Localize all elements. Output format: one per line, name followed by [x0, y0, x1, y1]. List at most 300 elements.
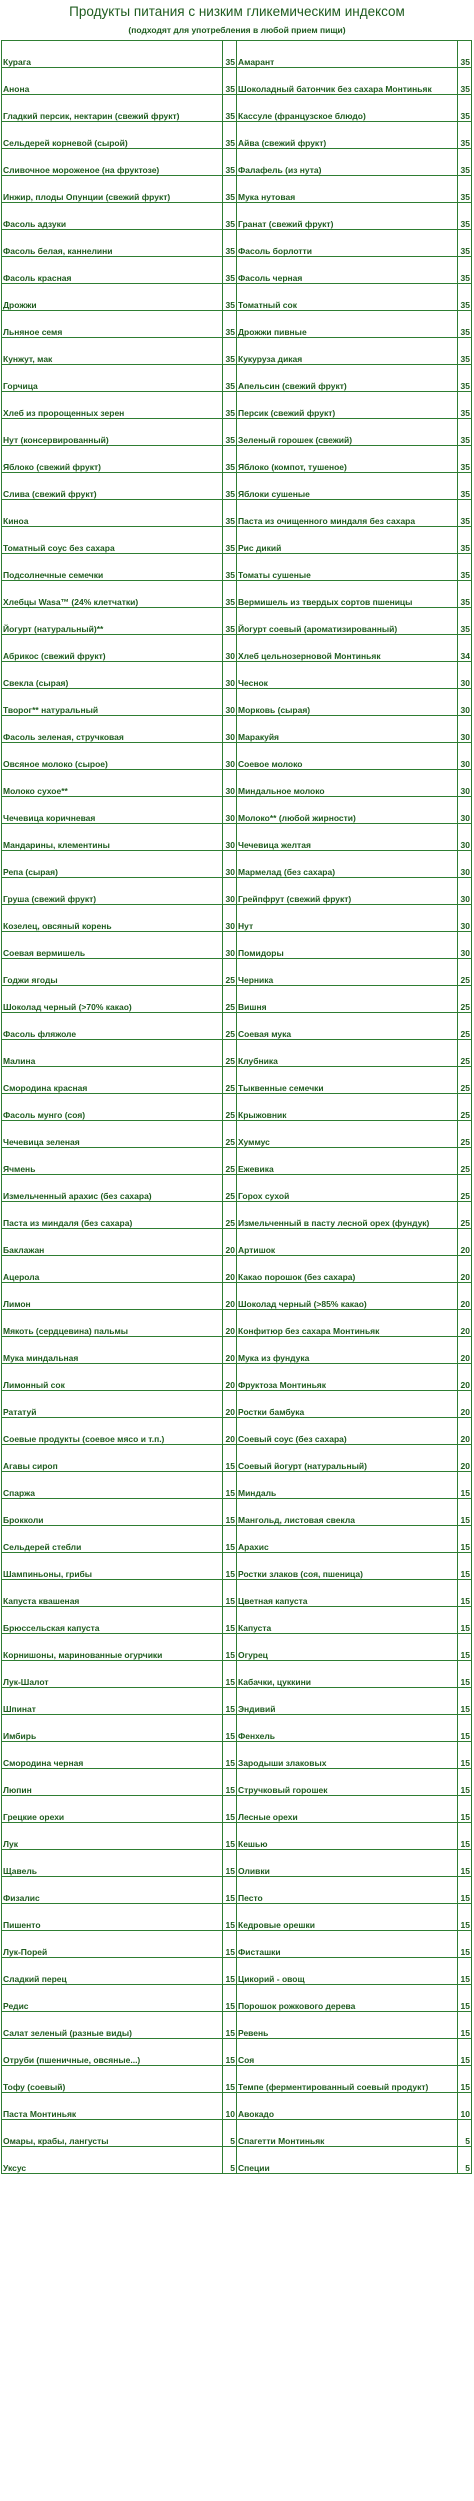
- gi-value-left: 15: [223, 1904, 237, 1931]
- product-name-left: Дрожжи: [2, 284, 223, 311]
- table-row: [2, 41, 472, 68]
- gi-value-right: 20: [458, 1445, 472, 1472]
- gi-value-left: 35: [223, 95, 237, 122]
- product-name-right: Шоколадный батончик без сахара Монтиньяк: [237, 68, 458, 95]
- gi-value-left: 35: [223, 149, 237, 176]
- table-row: [2, 1121, 472, 1148]
- table-row: [2, 284, 472, 311]
- product-name-right: Какао порошок (без сахара): [237, 1256, 458, 1283]
- product-name-left: Фасоль белая, каннелини: [2, 230, 223, 257]
- product-name-right: Рис дикий: [237, 527, 458, 554]
- product-name-left: Лимон: [2, 1283, 223, 1310]
- gi-value-right: 35: [458, 122, 472, 149]
- gi-value-left: 25: [223, 1148, 237, 1175]
- gi-value-right: 10: [458, 2093, 472, 2120]
- table-row: [2, 419, 472, 446]
- gi-value-right: 35: [458, 68, 472, 95]
- table-row: [2, 1796, 472, 1823]
- gi-value-left: 20: [223, 1283, 237, 1310]
- gi-value-right: 15: [458, 1688, 472, 1715]
- product-name-right: Фисташки: [237, 1931, 458, 1958]
- table-row: [2, 554, 472, 581]
- table-row: [2, 1931, 472, 1958]
- product-name-right: Измельченный в пасту лесной орех (фундук): [237, 1202, 458, 1229]
- product-name-left: Гладкий персик, нектарин (свежий фрукт): [2, 95, 223, 122]
- product-name-right: Шоколад черный (>85% какао): [237, 1283, 458, 1310]
- product-name-right: Авокадо: [237, 2093, 458, 2120]
- gi-value-left: 35: [223, 203, 237, 230]
- gi-value-right: 35: [458, 554, 472, 581]
- table-row: [2, 1148, 472, 1175]
- product-name-left: Абрикос (свежий фрукт): [2, 635, 223, 662]
- gi-value-left: 30: [223, 905, 237, 932]
- table-row: [2, 878, 472, 905]
- product-name-right: Мука из фундука: [237, 1337, 458, 1364]
- product-name-left: Льняное семя: [2, 311, 223, 338]
- product-name-right: Ревень: [237, 2012, 458, 2039]
- product-name-left: Паста из миндаля (без сахара): [2, 1202, 223, 1229]
- table-row: [2, 1418, 472, 1445]
- product-name-left: Годжи ягоды: [2, 959, 223, 986]
- gi-value-right: 20: [458, 1364, 472, 1391]
- gi-value-left: 5: [223, 2120, 237, 2147]
- gi-value-left: 15: [223, 1823, 237, 1850]
- gi-value-left: 30: [223, 770, 237, 797]
- gi-value-left: 25: [223, 1202, 237, 1229]
- product-name-left: Овсяное молоко (сырое): [2, 743, 223, 770]
- product-name-right: Спагетти Монтиньяк: [237, 2120, 458, 2147]
- table-row: [2, 500, 472, 527]
- gi-value-right: 15: [458, 1958, 472, 1985]
- gi-value-right: 20: [458, 1391, 472, 1418]
- table-row: [2, 1472, 472, 1499]
- gi-value-left: 25: [223, 1121, 237, 1148]
- product-name-left: Анона: [2, 68, 223, 95]
- gi-value-left: 15: [223, 1580, 237, 1607]
- product-name-left: Фасоль мунго (соя): [2, 1094, 223, 1121]
- gi-value-left: 15: [223, 1931, 237, 1958]
- product-name-left: Корнишоны, маринованные огурчики: [2, 1634, 223, 1661]
- table-row: [2, 1094, 472, 1121]
- product-name-left: Мякоть (сердцевина) пальмы: [2, 1310, 223, 1337]
- gi-value-left: 30: [223, 824, 237, 851]
- gi-value-left: 35: [223, 230, 237, 257]
- product-name-left: Омары, крабы, лангусты: [2, 2120, 223, 2147]
- gi-value-right: 35: [458, 419, 472, 446]
- gi-value-left: 35: [223, 446, 237, 473]
- gi-value-right: 15: [458, 1796, 472, 1823]
- product-name-right: Помидоры: [237, 932, 458, 959]
- gi-value-left: 35: [223, 257, 237, 284]
- table-row: [2, 1607, 472, 1634]
- product-name-left: Сливочное мороженое (на фруктозе): [2, 149, 223, 176]
- product-name-left: Ацерола: [2, 1256, 223, 1283]
- table-row: [2, 1742, 472, 1769]
- table-row: [2, 1445, 472, 1472]
- gi-value-left: 25: [223, 1175, 237, 1202]
- table-row: [2, 365, 472, 392]
- gi-value-left: 25: [223, 959, 237, 986]
- gi-value-right: 35: [458, 176, 472, 203]
- table-row: [2, 1391, 472, 1418]
- gi-value-right: 15: [458, 2012, 472, 2039]
- table-row: [2, 1580, 472, 1607]
- product-name-right: Артишок: [237, 1229, 458, 1256]
- product-name-left: Имбирь: [2, 1715, 223, 1742]
- product-name-right: Нут: [237, 905, 458, 932]
- gi-value-right: 35: [458, 527, 472, 554]
- product-name-left: Чечевица коричневая: [2, 797, 223, 824]
- table-row: [2, 635, 472, 662]
- table-row: [2, 689, 472, 716]
- gi-value-right: 35: [458, 581, 472, 608]
- product-name-right: Морковь (сырая): [237, 689, 458, 716]
- product-name-left: Шампиньоны, грибы: [2, 1553, 223, 1580]
- gi-value-left: 35: [223, 608, 237, 635]
- table-row: [2, 1958, 472, 1985]
- gi-table: [1, 40, 472, 2174]
- product-name-right: Яблоки сушеные: [237, 473, 458, 500]
- table-row: [2, 257, 472, 284]
- product-name-left: Агавы сироп: [2, 1445, 223, 1472]
- gi-value-right: 35: [458, 203, 472, 230]
- gi-value-left: 20: [223, 1418, 237, 1445]
- gi-value-right: 25: [458, 1148, 472, 1175]
- table-row: [2, 1634, 472, 1661]
- table-row: [2, 176, 472, 203]
- gi-value-left: 20: [223, 1256, 237, 1283]
- product-name-left: Шпинат: [2, 1688, 223, 1715]
- product-name-right: Фасоль борлотти: [237, 230, 458, 257]
- gi-value-right: 30: [458, 689, 472, 716]
- product-name-left: Чечевица зеленая: [2, 1121, 223, 1148]
- product-name-right: Порошок рожкового дерева: [237, 1985, 458, 2012]
- gi-value-left: 35: [223, 419, 237, 446]
- product-name-left: Смородина красная: [2, 1067, 223, 1094]
- gi-value-right: 25: [458, 1175, 472, 1202]
- product-name-right: Соевый соус (без сахара): [237, 1418, 458, 1445]
- product-name-right: Молоко** (любой жирности): [237, 797, 458, 824]
- table-row: [2, 95, 472, 122]
- product-name-right: Хлеб цельнозерновой Монтиньяк: [237, 635, 458, 662]
- gi-value-right: 35: [458, 392, 472, 419]
- product-name-right: Соевое молоко: [237, 743, 458, 770]
- gi-value-left: 30: [223, 797, 237, 824]
- product-name-left: Свекла (сырая): [2, 662, 223, 689]
- gi-value-right: 15: [458, 1661, 472, 1688]
- product-name-left: Молоко сухое**: [2, 770, 223, 797]
- product-name-right: Томаты сушеные: [237, 554, 458, 581]
- gi-value-right: 15: [458, 1931, 472, 1958]
- gi-value-left: 35: [223, 473, 237, 500]
- product-name-right: Миндаль: [237, 1472, 458, 1499]
- gi-value-right: 20: [458, 1283, 472, 1310]
- product-name-left: Шоколад черный (>70% какао): [2, 986, 223, 1013]
- table-row: [2, 149, 472, 176]
- product-name-left: Ячмень: [2, 1148, 223, 1175]
- gi-value-right: 15: [458, 1877, 472, 1904]
- page-subtitle: (подходят для употребления в любой прием пищи): [128, 25, 346, 35]
- product-name-right: Фалафель (из нута): [237, 149, 458, 176]
- table-row: [2, 1013, 472, 1040]
- product-name-left: Брокколи: [2, 1499, 223, 1526]
- gi-value-right: 35: [458, 41, 472, 68]
- table-row: [2, 986, 472, 1013]
- gi-value-right: 35: [458, 500, 472, 527]
- table-row: [2, 1364, 472, 1391]
- product-name-left: Соевая вермишель: [2, 932, 223, 959]
- gi-value-left: 15: [223, 1769, 237, 1796]
- product-name-right: Гранат (свежий фрукт): [237, 203, 458, 230]
- table-row: [2, 122, 472, 149]
- table-row: [2, 1985, 472, 2012]
- product-name-left: Баклажан: [2, 1229, 223, 1256]
- gi-value-left: 15: [223, 1985, 237, 2012]
- table-row: [2, 2012, 472, 2039]
- product-name-right: Персик (свежий фрукт): [237, 392, 458, 419]
- gi-value-left: 35: [223, 284, 237, 311]
- gi-value-right: 25: [458, 986, 472, 1013]
- gi-value-left: 35: [223, 68, 237, 95]
- gi-value-left: 15: [223, 1850, 237, 1877]
- gi-value-right: 30: [458, 878, 472, 905]
- product-name-left: Лук-Порей: [2, 1931, 223, 1958]
- product-name-right: Кассуле (французское блюдо): [237, 95, 458, 122]
- gi-value-right: 35: [458, 95, 472, 122]
- product-name-left: Паста Монтиньяк: [2, 2093, 223, 2120]
- gi-value-right: 35: [458, 446, 472, 473]
- gi-value-right: 5: [458, 2120, 472, 2147]
- gi-value-left: 30: [223, 716, 237, 743]
- product-name-right: Ежевика: [237, 1148, 458, 1175]
- table-row: [2, 770, 472, 797]
- table-row: [2, 2093, 472, 2120]
- product-name-right: Мангольд, листовая свекла: [237, 1499, 458, 1526]
- gi-value-right: 35: [458, 284, 472, 311]
- product-name-right: Дрожжи пивные: [237, 311, 458, 338]
- product-name-left: Груша (свежий фрукт): [2, 878, 223, 905]
- gi-value-right: 25: [458, 959, 472, 986]
- gi-value-left: 15: [223, 1472, 237, 1499]
- gi-value-right: 20: [458, 1256, 472, 1283]
- gi-value-right: 30: [458, 743, 472, 770]
- gi-value-left: 15: [223, 1742, 237, 1769]
- gi-value-left: 15: [223, 1688, 237, 1715]
- gi-value-left: 35: [223, 392, 237, 419]
- product-name-right: Вермишель из твердых сортов пшеницы: [237, 581, 458, 608]
- product-name-right: Эндивий: [237, 1688, 458, 1715]
- product-name-right: Кукуруза дикая: [237, 338, 458, 365]
- gi-value-right: 15: [458, 2066, 472, 2093]
- product-name-left: Рататуй: [2, 1391, 223, 1418]
- table-row: [2, 1823, 472, 1850]
- product-name-right: Зеленый горошек (свежий): [237, 419, 458, 446]
- gi-value-left: 35: [223, 338, 237, 365]
- product-name-left: Капуста квашеная: [2, 1580, 223, 1607]
- gi-value-right: 35: [458, 608, 472, 635]
- gi-value-right: 15: [458, 1715, 472, 1742]
- gi-value-right: 25: [458, 1121, 472, 1148]
- product-name-right: Клубника: [237, 1040, 458, 1067]
- gi-value-right: 15: [458, 1823, 472, 1850]
- gi-value-left: 35: [223, 581, 237, 608]
- table-row: [2, 2039, 472, 2066]
- gi-value-left: 15: [223, 1661, 237, 1688]
- table-row: [2, 2066, 472, 2093]
- gi-value-left: 15: [223, 1526, 237, 1553]
- product-name-right: Ростки злаков (соя, пшеница): [237, 1553, 458, 1580]
- table-row: [2, 1553, 472, 1580]
- gi-value-left: 25: [223, 986, 237, 1013]
- product-name-left: Кунжут, мак: [2, 338, 223, 365]
- table-row: [2, 851, 472, 878]
- product-name-right: Черника: [237, 959, 458, 986]
- product-name-right: Лесные орехи: [237, 1796, 458, 1823]
- gi-value-right: 30: [458, 905, 472, 932]
- product-name-right: Миндальное молоко: [237, 770, 458, 797]
- product-name-left: Сельдерей стебли: [2, 1526, 223, 1553]
- product-name-left: Мука миндальная: [2, 1337, 223, 1364]
- product-name-left: Щавель: [2, 1850, 223, 1877]
- product-name-right: Чечевица желтая: [237, 824, 458, 851]
- product-name-right: Зародыши злаковых: [237, 1742, 458, 1769]
- table-row: [2, 2120, 472, 2147]
- gi-value-left: 15: [223, 2012, 237, 2039]
- table-row: [2, 1337, 472, 1364]
- table-row: [2, 1229, 472, 1256]
- gi-value-right: 30: [458, 851, 472, 878]
- product-name-left: Творог** натуральный: [2, 689, 223, 716]
- table-row: [2, 959, 472, 986]
- product-name-left: Уксус: [2, 2147, 223, 2174]
- gi-value-right: 15: [458, 1499, 472, 1526]
- gi-value-left: 15: [223, 2066, 237, 2093]
- gi-value-left: 35: [223, 41, 237, 68]
- table-row: [2, 203, 472, 230]
- gi-value-right: 25: [458, 1040, 472, 1067]
- gi-value-left: 25: [223, 1094, 237, 1121]
- product-name-right: Маракуйя: [237, 716, 458, 743]
- gi-value-left: 15: [223, 1499, 237, 1526]
- table-row: [2, 1769, 472, 1796]
- gi-value-left: 15: [223, 1553, 237, 1580]
- product-name-left: Соевые продукты (соевое мясо и т.п.): [2, 1418, 223, 1445]
- gi-value-left: 10: [223, 2093, 237, 2120]
- product-name-left: Брюссельская капуста: [2, 1607, 223, 1634]
- gi-value-left: 15: [223, 2039, 237, 2066]
- product-name-left: Подсолнечные семечки: [2, 554, 223, 581]
- gi-value-left: 20: [223, 1310, 237, 1337]
- product-name-left: Тофу (соевый): [2, 2066, 223, 2093]
- product-name-left: Йогурт (натуральный)**: [2, 608, 223, 635]
- product-name-left: Пишенто: [2, 1904, 223, 1931]
- product-name-left: Салат зеленый (разные виды): [2, 2012, 223, 2039]
- gi-value-left: 15: [223, 1607, 237, 1634]
- table-row: [2, 1067, 472, 1094]
- product-name-left: Киноа: [2, 500, 223, 527]
- gi-value-left: 35: [223, 365, 237, 392]
- product-name-left: Козелец, овсяный корень: [2, 905, 223, 932]
- table-row: [2, 797, 472, 824]
- product-name-left: Лук: [2, 1823, 223, 1850]
- table-row: [2, 1688, 472, 1715]
- table-row: [2, 581, 472, 608]
- product-name-right: Арахис: [237, 1526, 458, 1553]
- gi-value-right: 20: [458, 1337, 472, 1364]
- table-row: [2, 392, 472, 419]
- product-name-right: Капуста: [237, 1607, 458, 1634]
- gi-value-left: 15: [223, 1877, 237, 1904]
- table-row: [2, 1499, 472, 1526]
- gi-value-left: 30: [223, 932, 237, 959]
- product-name-right: Амарант: [237, 41, 458, 68]
- table-row: [2, 446, 472, 473]
- product-name-left: Томатный соус без сахара: [2, 527, 223, 554]
- table-row: [2, 2147, 472, 2174]
- gi-value-right: 15: [458, 1607, 472, 1634]
- product-name-right: Паста из очищенного миндаля без сахара: [237, 500, 458, 527]
- product-name-left: Курага: [2, 41, 223, 68]
- table-row: [2, 68, 472, 95]
- product-name-right: Горох сухой: [237, 1175, 458, 1202]
- table-row: [2, 230, 472, 257]
- gi-value-right: 15: [458, 1985, 472, 2012]
- product-name-left: Фасоль красная: [2, 257, 223, 284]
- product-name-right: Томатный сок: [237, 284, 458, 311]
- gi-value-right: 15: [458, 1580, 472, 1607]
- table-row: [2, 1283, 472, 1310]
- gi-value-right: 30: [458, 662, 472, 689]
- gi-value-right: 30: [458, 932, 472, 959]
- product-name-left: Смородина черная: [2, 1742, 223, 1769]
- gi-value-right: 35: [458, 149, 472, 176]
- product-name-right: Тыквенные семечки: [237, 1067, 458, 1094]
- gi-value-right: 15: [458, 2039, 472, 2066]
- gi-value-left: 30: [223, 635, 237, 662]
- product-name-left: Фасоль адзуки: [2, 203, 223, 230]
- product-name-left: Отруби (пшеничные, овсяные...): [2, 2039, 223, 2066]
- product-name-right: Крыжовник: [237, 1094, 458, 1121]
- table-row: [2, 743, 472, 770]
- table-row: [2, 824, 472, 851]
- product-name-right: Соевый йогурт (натуральный): [237, 1445, 458, 1472]
- product-name-left: Грецкие орехи: [2, 1796, 223, 1823]
- product-name-right: Хуммус: [237, 1121, 458, 1148]
- product-name-right: Специи: [237, 2147, 458, 2174]
- gi-value-right: 25: [458, 1094, 472, 1121]
- gi-value-right: 30: [458, 770, 472, 797]
- gi-value-right: 30: [458, 716, 472, 743]
- gi-value-left: 30: [223, 662, 237, 689]
- gi-value-left: 20: [223, 1364, 237, 1391]
- product-name-left: Лук-Шалот: [2, 1661, 223, 1688]
- gi-value-left: 15: [223, 1715, 237, 1742]
- gi-value-left: 35: [223, 311, 237, 338]
- product-name-right: Оливки: [237, 1850, 458, 1877]
- table-row: [2, 662, 472, 689]
- product-name-left: Хлеб из пророщенных зерен: [2, 392, 223, 419]
- product-name-right: Кедровые орешки: [237, 1904, 458, 1931]
- gi-value-left: 25: [223, 1067, 237, 1094]
- gi-value-right: 35: [458, 257, 472, 284]
- gi-value-left: 30: [223, 878, 237, 905]
- gi-value-right: 35: [458, 230, 472, 257]
- product-name-left: Люпин: [2, 1769, 223, 1796]
- table-row: [2, 1256, 472, 1283]
- product-name-left: Малина: [2, 1040, 223, 1067]
- gi-value-right: 15: [458, 1526, 472, 1553]
- product-name-right: Конфитюр без сахара Монтиньяк: [237, 1310, 458, 1337]
